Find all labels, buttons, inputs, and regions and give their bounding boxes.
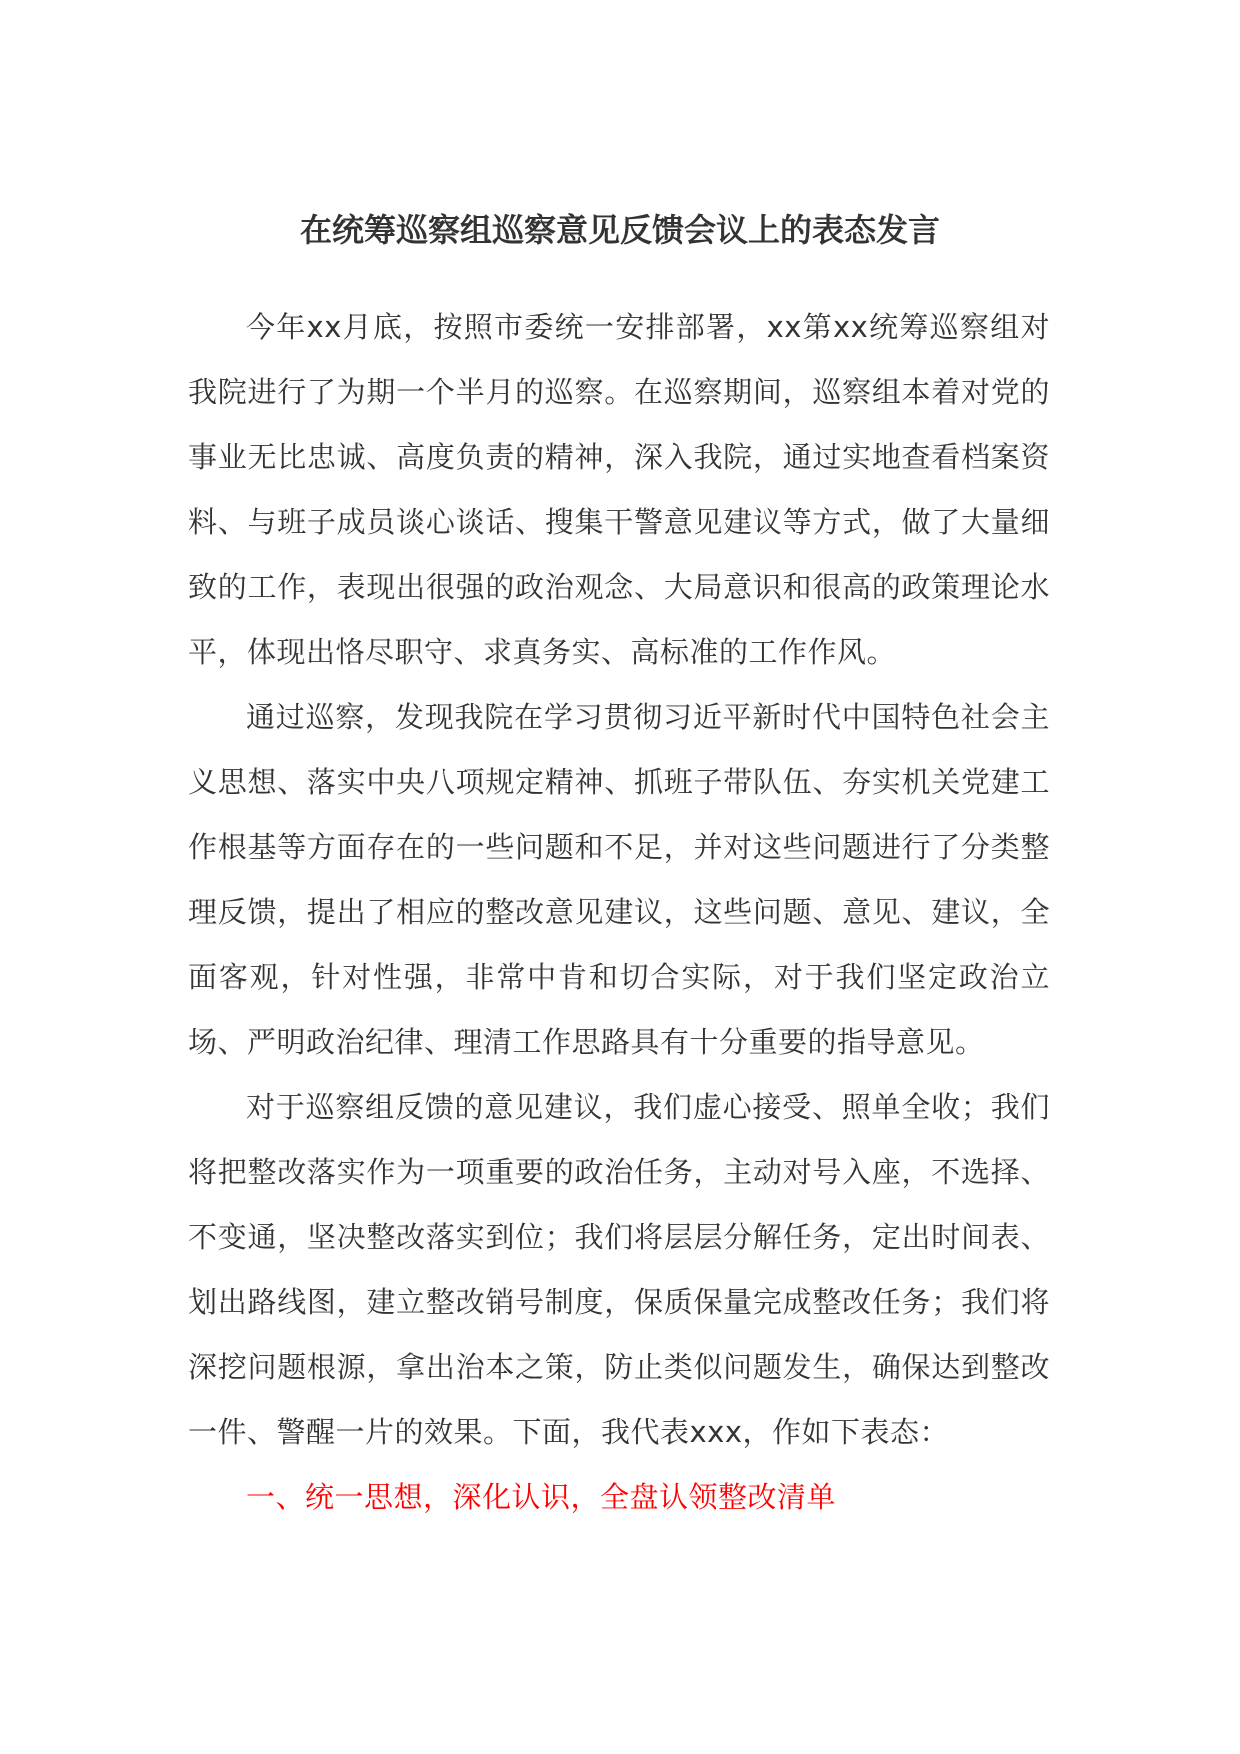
paragraph-findings: 通过巡察，发现我院在学习贯彻习近平新时代中国特色社会主义思想、落实中央八项规定精神、抓班子带队伍、夯实机关党建工作根基等方面存在的一些问题和不足，并对这些问题进行了分类整理反馈，提出了相应的整改意见建议，这些问题、意见、建议，全面客观，针对性强，非常中肯和切合实际，对于我们坚定政治立场、严明政治纪律、理清工作思路具有十分重要的指导意见。 [188, 700, 1050, 1059]
paragraph-intro: 今年xx月底，按照市委统一安排部署，xx第xx统筹巡察组对我院进行了为期一个半月的巡察。在巡察期间，巡察组本着对党的事业无比忠诚、高度负责的精神，深入我院，通过实地查看档案资料、与班子成员谈心谈话、搜集干警意见建议等方式，做了大量细致的工作，表现出很强的政治观念、大局意识和很高的政策理论水平，体现出恪尽职守、求真务实、高标准的工作作风。 [188, 310, 1050, 669]
paragraph-commitment: 对于巡察组反馈的意见建议，我们虚心接受、照单全收；我们将把整改落实作为一项重要的政治任务，主动对号入座，不选择、不变通，坚决整改落实到位；我们将层层分解任务，定出时间表、划出路线图，建立整改销号制度，保质保量完成整改任务；我们将深挖问题根源，拿出治本之策，防止类似问题发生，确保达到整改一件、警醒一片的效果。下面，我代表xxx，作如下表态： [188, 1090, 1050, 1449]
document-body [188, 295, 1050, 1530]
section-heading-1: 一、统一思想，深化认识，全盘认领整改清单 [246, 1480, 837, 1514]
document-title: 在统筹巡察组巡察意见反馈会议上的表态发言 [299, 211, 940, 249]
